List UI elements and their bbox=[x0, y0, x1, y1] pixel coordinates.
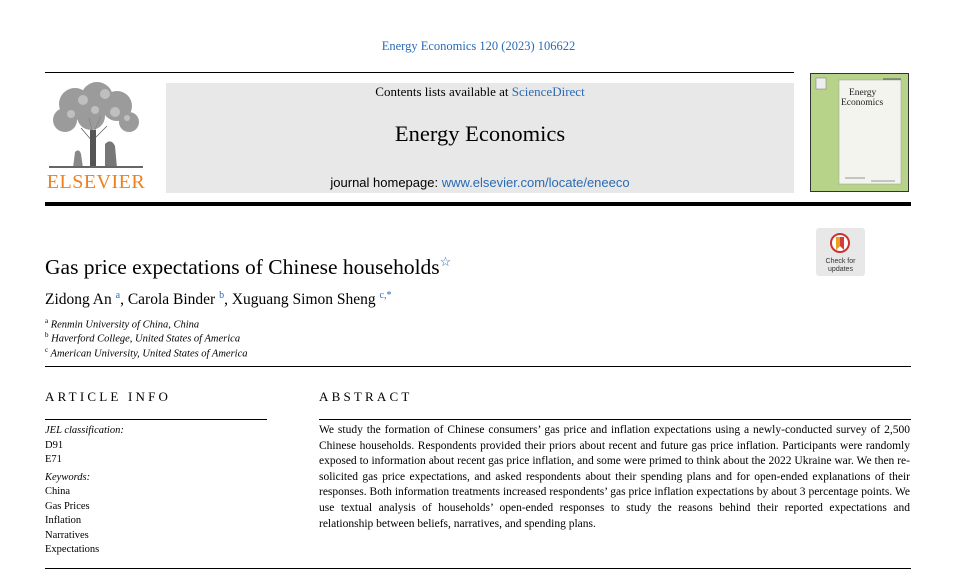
affiliation-mark: b bbox=[45, 331, 49, 339]
cover-title-line2: Economics bbox=[841, 98, 884, 108]
section-divider bbox=[45, 366, 911, 367]
affiliation-item bbox=[45, 317, 199, 331]
journal-cover-thumbnail[interactable] bbox=[810, 73, 909, 192]
check-label-line2: updates bbox=[828, 265, 853, 273]
affiliation-text: Haverford College, United States of America bbox=[51, 333, 241, 345]
top-divider bbox=[45, 72, 794, 73]
author-name[interactable]: Zidong An bbox=[45, 291, 112, 309]
check-for-updates-badge[interactable] bbox=[816, 228, 865, 276]
homepage-prefix: journal homepage: bbox=[330, 175, 439, 190]
journal-title: Energy Economics bbox=[394, 121, 566, 146]
check-for-updates-label bbox=[816, 258, 865, 273]
keyword-item: Gas Prices bbox=[45, 500, 90, 512]
abstract-text: We study the formation of Chinese consumers’ gas price and inflation expectations using a newly-conducted survey of 2,500 Chinese households. Respondents provided their priors about recent and future gas price inflation. Participants were randomly exposed to information about recent gas price inflation, and some were primed to think about the 2022 Ukraine war. We then re-solicited gas price expectations, and asked respondents about their spending plans and for open-ended explanations of their responses. Both information treatments increased respondents’ gas price inflation expectations by about 3 percentage points. We use textual analysis of households’ open-ended responses to study the reasons behind their reported expectations and relationship between beliefs, narratives, and spending plans. bbox=[319, 424, 910, 530]
jel-heading: JEL classification: bbox=[45, 425, 124, 436]
affiliation-mark: a bbox=[45, 317, 49, 325]
keyword-item: China bbox=[45, 486, 71, 497]
affiliation-item bbox=[45, 346, 247, 360]
keyword-item: Expectations bbox=[45, 544, 100, 555]
header-thick-divider bbox=[45, 202, 911, 206]
author-affiliation-mark[interactable]: c,* bbox=[379, 290, 392, 301]
author-affiliation-mark[interactable]: a bbox=[115, 290, 121, 301]
elsevier-logo bbox=[45, 82, 147, 194]
contents-prefix: Contents lists available at bbox=[375, 84, 509, 99]
journal-header-band bbox=[166, 83, 794, 193]
sciencedirect-link[interactable]: ScienceDirect bbox=[511, 84, 585, 99]
affiliation-item bbox=[45, 331, 240, 345]
keywords-heading: Keywords: bbox=[45, 471, 91, 483]
jel-code: E71 bbox=[45, 454, 62, 465]
affiliation-text: Renmin University of China, China bbox=[50, 319, 200, 331]
elsevier-wordmark: ELSEVIER bbox=[46, 171, 146, 193]
journal-reference-text[interactable]: Energy Economics 120 (2023) 106622 bbox=[381, 39, 576, 53]
jel-code: D91 bbox=[45, 439, 64, 451]
author-affiliation-mark[interactable]: b bbox=[219, 290, 225, 301]
keyword-item: Narratives bbox=[45, 529, 89, 541]
article-info-block bbox=[45, 424, 265, 558]
author-name[interactable]: Xuguang Simon Sheng bbox=[231, 291, 376, 309]
affiliation-mark: c bbox=[45, 346, 49, 354]
keyword-item: Inflation bbox=[45, 515, 82, 526]
cover-title bbox=[841, 88, 883, 108]
homepage-link[interactable]: www.elsevier.com/locate/eneeco bbox=[441, 175, 630, 190]
title-footnote-star-icon[interactable]: ☆ bbox=[439, 254, 452, 269]
abstract-divider bbox=[319, 419, 911, 420]
abstract-heading: ABSTRACT bbox=[319, 389, 413, 404]
elsevier-tree-icon bbox=[45, 82, 147, 170]
author-list: Zidong An $^a$, Carola Binder $^b$, Xuguang Simon Sheng $^{c,*}$ bbox=[45, 290, 392, 309]
affiliation-text: American University, United States of America bbox=[50, 348, 248, 360]
cover-title-line1: Energy bbox=[849, 88, 877, 98]
author-name[interactable]: Carola Binder bbox=[127, 291, 216, 309]
contents-line bbox=[166, 84, 794, 100]
article-title bbox=[45, 254, 451, 280]
homepage-line bbox=[166, 175, 794, 190]
bottom-divider bbox=[45, 568, 911, 569]
article-info-heading: ARTICLE INFO bbox=[45, 389, 172, 404]
bookmark-check-icon bbox=[830, 233, 850, 255]
journal-reference[interactable] bbox=[0, 39, 957, 54]
article-info-divider bbox=[45, 419, 267, 420]
article-title-text: Gas price expectations of Chinese households bbox=[45, 255, 440, 279]
check-label-line1: Check for bbox=[825, 258, 856, 265]
